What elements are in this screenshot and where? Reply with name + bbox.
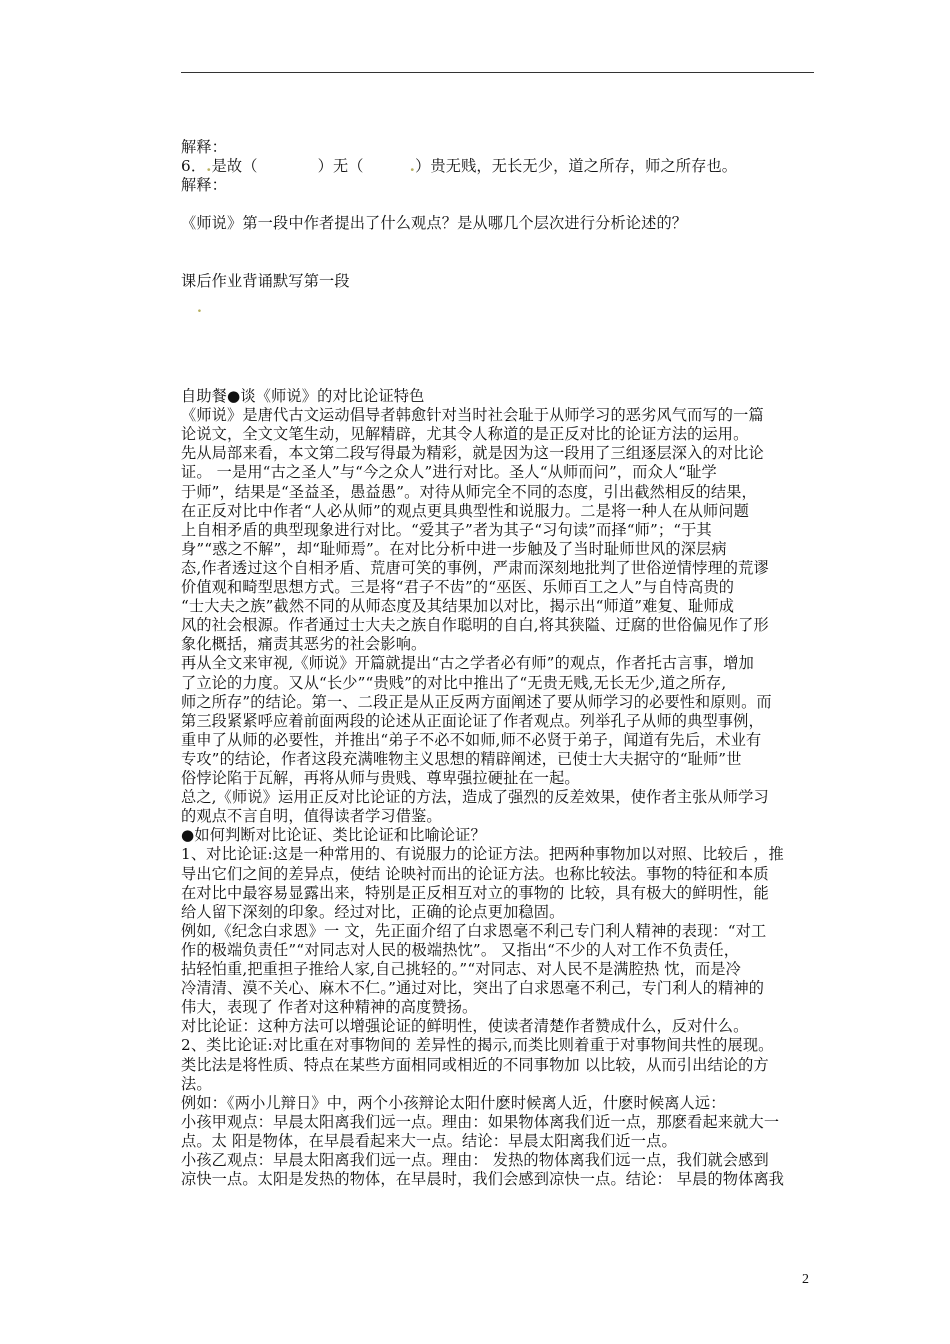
body-line: 先从局部来看，本文第二段写得最为精彩，就是因为这一段用了三组逐层深入的对比论 (181, 444, 764, 463)
question-6-part-a: 是故（ (211, 157, 258, 175)
explain-label-1: 解释： (181, 138, 228, 156)
body-line: 点。太 阳是物体，在早晨看起来大一点。结论：早晨太阳离我们近一点。 (181, 1131, 677, 1150)
body-line: 自助餐●谈《师说》的对比论证特色 (181, 387, 425, 405)
body-line: 《师说》是唐代古文运动倡导者韩愈针对当时社会耻于从师学习的恶劣风气而写的一篇 (181, 406, 764, 425)
body-line: 专攻”的结论，作者这段充满唯物主义思想的精辟阐述，已使士大夫据守的“耻师”世 (181, 749, 742, 768)
body-line: 再从全文来审视,《师说》开篇就提出“古之学者必有师”的观点，作者托古言事，增加 (181, 654, 754, 673)
body-line: 的观点不言自明，值得读者学习借鉴。 (181, 807, 442, 826)
dot-marker: . (409, 157, 416, 175)
body-line: 给人留下深刻的印象。经过对比，正确的论点更加稳固。 (181, 902, 565, 921)
body-line: 象化概括，痛责其恶劣的社会影响。 (181, 635, 427, 654)
body-line: 身”“惑之不解”，却“耻师焉”。在对比分析中进一步触及了当时耻师世风的深层病 (181, 539, 727, 558)
body-line: 上自相矛盾的典型现象进行对比。“爱其子”者为其子“习句读”而择“师”；“于其 (181, 520, 712, 539)
body-line: 在对比中最容易显露出来，特别是正反相互对立的事物的 比较，具有极大的鲜明性，能 (181, 883, 769, 902)
body-line: 法。 (181, 1074, 212, 1093)
body-line: 俗悖论陷于瓦解，再将从师与贵贱、尊卑强拉硬扯在一起。 (181, 769, 580, 787)
question-6-part-b: ）无（ (317, 157, 364, 175)
body-line: 凉快一点。太阳是发热的物体，在早晨时，我们会感到凉快一点。结论： 早晨的物体离我 (181, 1170, 785, 1189)
body-line: 对比论证：这种方法可以增强论证的鲜明性，使读者清楚作者赞成什么，反对什么。 (181, 1017, 749, 1036)
body-line: 重申了从师的必要性，并推出“弟子不必不如师,师不必贤于弟子，闻道有先后，术业有 (181, 730, 762, 749)
page-number: 2 (802, 1272, 809, 1287)
body-line: 2、类比论证:对比重在对事物间的 差异性的揭示,而类比则着重于对事物间共性的展现。 (181, 1036, 774, 1055)
body-line: “士大夫之族”截然不同的从师态度及其结果加以对比，揭示出“师道”难复、耻师成 (181, 597, 735, 616)
homework-line: 课后作业背诵默写第一段 (181, 272, 350, 290)
body-line: 风的社会根源。作者通过士大夫之族自作聪明的自白,将其狭隘、迂腐的世俗偏见作了形 (181, 616, 769, 635)
body-line: 类比法是将性质、特点在某些方面相同或相近的不同事物加 以比较，从而引出结论的方 (181, 1055, 769, 1074)
body-line: 价值观和畸型思想方式。三是将“君子不齿”的“巫医、乐师百工之人”与自恃高贵的 (181, 578, 735, 596)
question-6-number: 6． (181, 157, 207, 175)
body-line: 例如：《两小儿辩日》中，两个小孩辩论太阳什麽时候离人近，什麽时候离人远： (181, 1093, 726, 1112)
body-line: 伟大，表现了 作者对这种精神的高度赞扬。 (181, 998, 478, 1017)
explain-label-2: 解释： (181, 176, 228, 194)
body-line: ●如何判断对比论证、类比论证和比喻论证？ (181, 826, 486, 845)
body-line: 例如,《纪念白求恩》一 文，先正面介绍了白求恩毫不利己专门利人精神的表现：“对工 (181, 921, 767, 940)
body-line: 证。 一是用“古之圣人”与“今之众人”进行对比。圣人“从师而问”，而众人“耻学 (181, 463, 717, 482)
body-line: 于师”，结果是“圣益圣，愚益愚”。对待从师完全不同的态度，引出截然相反的结果， (181, 482, 757, 501)
body-line: 第三段紧紧呼应着前面两段的论述从正面论证了作者观点。列举孔子从师的典型事例， (181, 711, 764, 730)
question-6 (181, 156, 831, 176)
dot-marker: . (197, 300, 202, 316)
body-line: 总之,《师说》运用正反对比论证的方法，造成了强烈的反差效果，使作者主张从师学习 (181, 788, 769, 807)
dot-marker: . (206, 157, 212, 175)
body-line: 小孩甲观点：早晨太阳离我们远一点。理由：如果物体离我们近一点，那麽看起来就大一 (181, 1112, 780, 1131)
body-line: 拈轻怕重,把重担子推给人家,自己挑轻的。”“对同志、对人民不是满腔热 忱，而是冷 (181, 960, 741, 978)
body-line: 在正反对比中作者“人必从师”的观点更具典型性和说服力。二是将一种人在从师问题 (181, 501, 749, 520)
question-6-part-c: ）贵无贱，无长无少，道之所存，师之所存也。 (415, 157, 738, 175)
body-line: 师之所存”的结论。第一、二段正是从正反两方面阐述了要从师学习的必要性和原则。而 (181, 692, 772, 711)
discussion-question: 《师说》第一段中作者提出了什么观点？是从哪几个层次进行分析论述的？ (181, 214, 688, 232)
body-line: 作的极端负责任”“对同志对人民的极端热忱”。 又指出“不少的人对工作不负责任， (181, 940, 740, 959)
body-line: 了立论的力度。又从“长少”“贵贱”的对比中推出了“无贵无贱,无长无少,道之所存, (181, 673, 727, 692)
body-line: 冷清清、漠不关心、麻木不仁。”通过对比，突出了白求恩毫不利己，专门利人的精神的 (181, 979, 765, 998)
body-line: 小孩乙观点：早晨太阳离我们远一点。理由： 发热的物体离我们远一点，我们就会感到 (181, 1151, 769, 1169)
header-rule (181, 72, 814, 73)
body-line: 态,作者透过这个自相矛盾、荒唐可笑的事例，严肃而深刻地批判了世俗逆情悖理的荒谬 (181, 558, 769, 577)
body-line: 1、对比论证:这是一种常用的、有说服力的论证方法。把两种事物加以对照、比较后 ，推 (181, 845, 784, 864)
body-line: 导出它们之间的差异点，使结 论映衬而出的论证方法。也称比较法。事物的特征和本质 (181, 864, 769, 883)
body-line: 论说文，全文文笔生动，见解精辟，尤其令人称道的是正反对比的论证方法的运用。 (181, 425, 749, 444)
